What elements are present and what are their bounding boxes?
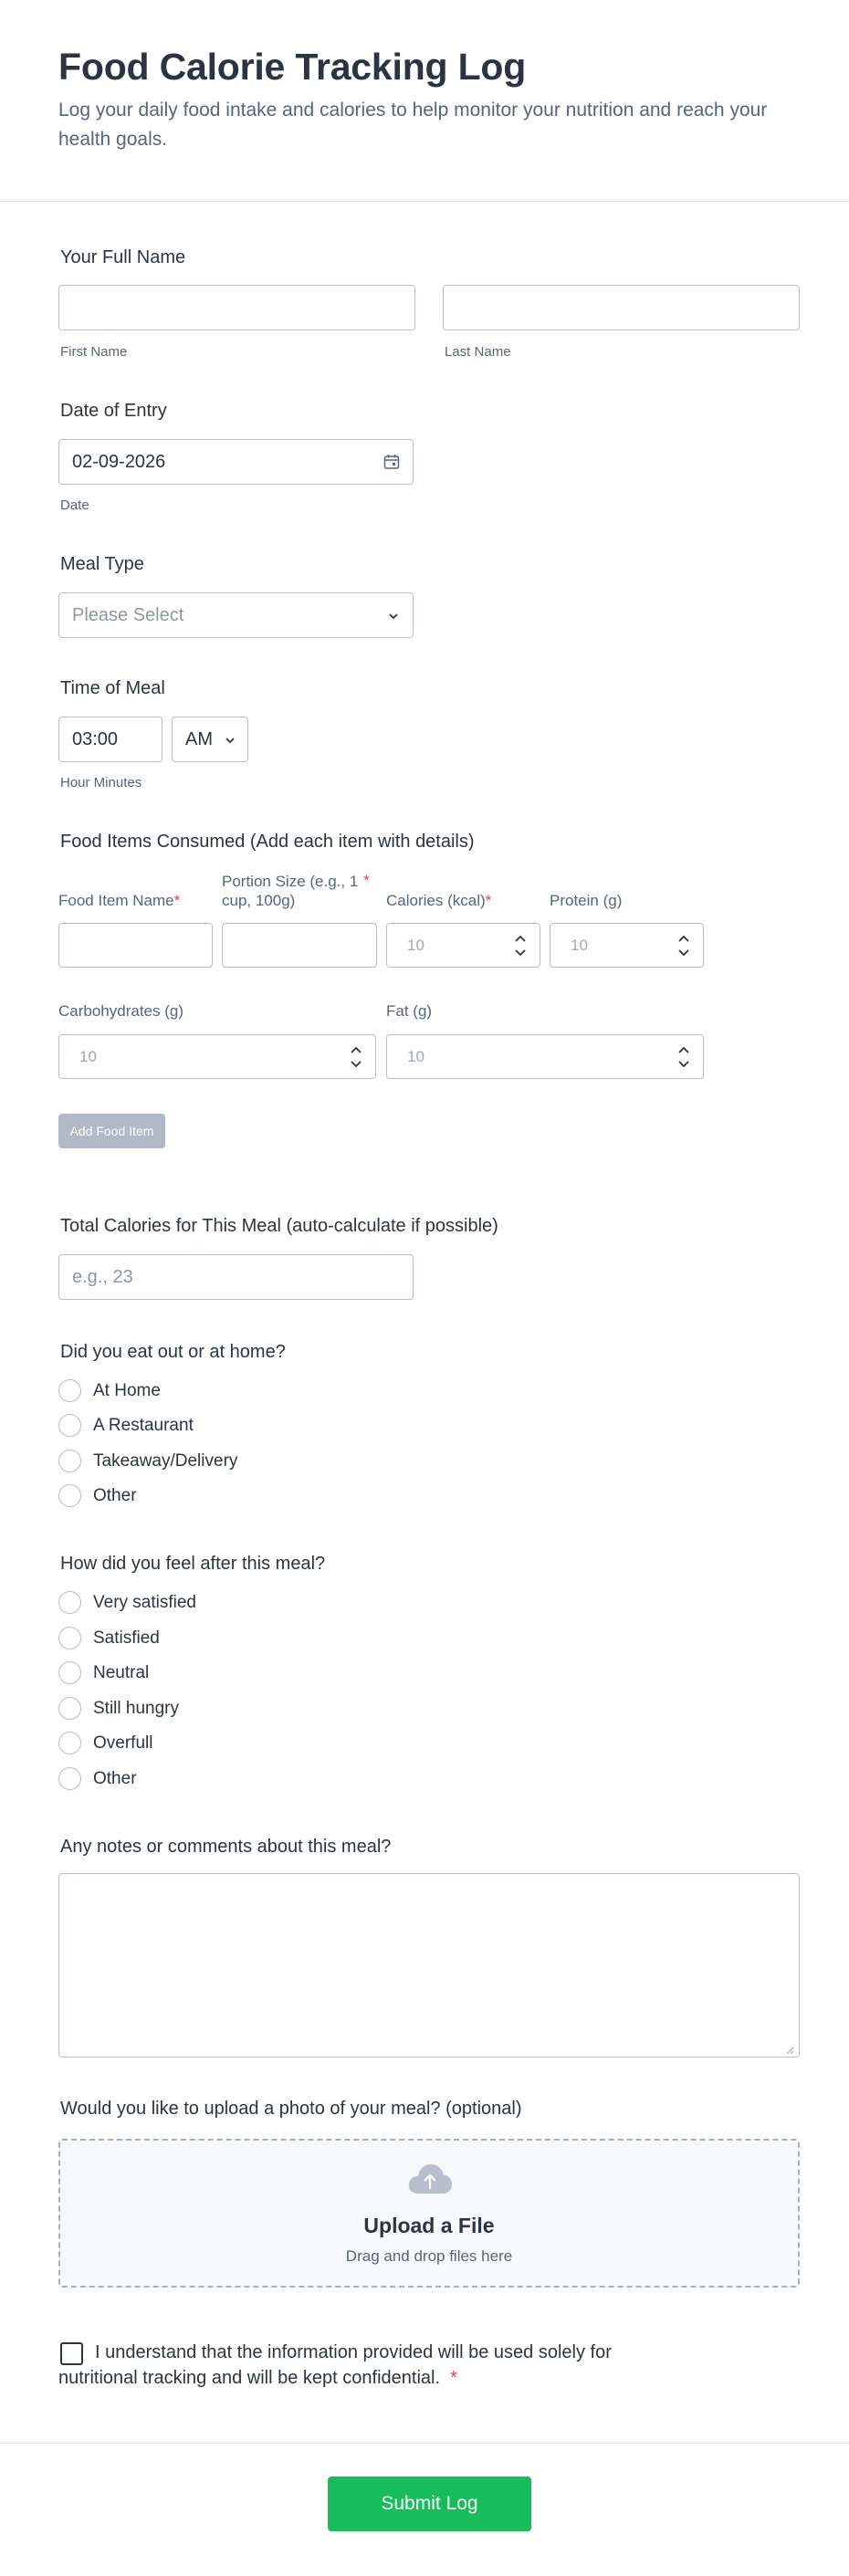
radio-option-very-satisfied[interactable]: Very satisfied: [58, 1591, 196, 1614]
radio-button[interactable]: [58, 1732, 81, 1754]
add-food-item-button[interactable]: Add Food Item: [58, 1114, 165, 1148]
spinner-icon[interactable]: [677, 1044, 690, 1070]
notes-label: Any notes or comments about this meal?: [60, 1837, 392, 1857]
protein-input[interactable]: [550, 923, 704, 968]
meal-type-select[interactable]: [58, 592, 414, 638]
portion-input[interactable]: [222, 923, 377, 968]
last-name-input[interactable]: [443, 285, 800, 330]
spinner-icon[interactable]: [677, 933, 690, 958]
spinner-icon[interactable]: [350, 1044, 362, 1070]
eat-location-label: Did you eat out or at home?: [60, 1342, 286, 1362]
radio-option-neutral[interactable]: Neutral: [58, 1661, 149, 1684]
spinner-icon[interactable]: [514, 933, 527, 958]
submit-button[interactable]: Submit Log: [328, 2477, 531, 2531]
radio-option-other[interactable]: Other: [58, 1484, 137, 1507]
feeling-label: How did you feel after this meal?: [60, 1554, 326, 1574]
page-title: Food Calorie Tracking Log: [58, 46, 527, 88]
calendar-icon[interactable]: [383, 454, 400, 475]
first-name-sublabel: First Name: [60, 344, 128, 360]
total-calories-placeholder: e.g., 23: [72, 1266, 133, 1287]
chevron-down-icon: [387, 610, 400, 627]
chevron-down-icon: [224, 734, 236, 751]
radio-button[interactable]: [58, 1414, 81, 1437]
time-value: 03:00: [72, 728, 119, 749]
carbs-column-label: Carbohydrates (g): [58, 1002, 184, 1020]
radio-button[interactable]: [58, 1450, 81, 1472]
page-subtitle: Log your daily food intake and calories to help monitor your nutrition and reach your health goals.: [58, 99, 768, 150]
date-input[interactable]: [58, 439, 414, 485]
radio-option-at-home[interactable]: At Home: [58, 1379, 161, 1402]
carbs-input[interactable]: [58, 1034, 376, 1079]
food-items-label: Food Items Consumed (Add each item with details): [60, 832, 475, 852]
meal-type-placeholder: Please Select: [72, 604, 184, 625]
last-name-sublabel: Last Name: [445, 344, 511, 360]
radio-button[interactable]: [58, 1484, 81, 1507]
time-label: Time of Meal: [60, 678, 165, 698]
time-input[interactable]: [58, 717, 162, 762]
radio-option-takeaway[interactable]: Takeaway/Delivery: [58, 1450, 237, 1472]
food-name-column-label: Food Item Name*: [58, 892, 181, 909]
ampm-select[interactable]: [172, 717, 248, 762]
date-label: Date of Entry: [60, 401, 167, 421]
file-upload-dropzone[interactable]: [58, 2139, 800, 2288]
radio-button[interactable]: [58, 1697, 81, 1720]
radio-button[interactable]: [58, 1627, 81, 1649]
radio-button[interactable]: [58, 1379, 81, 1402]
portion-required-mark: *: [363, 872, 370, 889]
upload-label: Would you like to upload a photo of your meal? (optional): [60, 2099, 522, 2119]
radio-button[interactable]: [58, 1661, 81, 1684]
first-name-input[interactable]: [58, 285, 415, 330]
ampm-value: AM: [185, 728, 213, 749]
notes-textarea[interactable]: [58, 1873, 800, 2058]
fat-placeholder: 10: [407, 1047, 424, 1065]
calories-placeholder: 10: [407, 936, 424, 954]
date-sublabel: Date: [60, 497, 89, 513]
resize-handle-icon[interactable]: [785, 2043, 794, 2052]
fat-input[interactable]: [386, 1034, 704, 1079]
total-calories-label: Total Calories for This Meal (auto-calculate if possible): [60, 1216, 498, 1236]
upload-subtitle: Drag and drop files here: [345, 2247, 513, 2265]
date-value: 02-09-2026: [72, 451, 166, 472]
calories-input[interactable]: [386, 923, 540, 968]
food-name-input[interactable]: [58, 923, 213, 968]
radio-option-still-hungry[interactable]: Still hungry: [58, 1697, 179, 1720]
full-name-label: Your Full Name: [60, 247, 186, 267]
cloud-upload-icon: [407, 2162, 453, 2200]
carbs-placeholder: 10: [79, 1047, 97, 1065]
radio-button[interactable]: [58, 1591, 81, 1614]
protein-column-label: Protein (g): [550, 892, 623, 909]
upload-title: Upload a File: [363, 2214, 495, 2237]
radio-option-other-feeling[interactable]: Other: [58, 1767, 137, 1790]
form-header: [0, 0, 849, 202]
meal-type-label: Meal Type: [60, 554, 144, 574]
radio-option-satisfied[interactable]: Satisfied: [58, 1627, 160, 1649]
total-calories-input[interactable]: [58, 1254, 414, 1300]
radio-option-restaurant[interactable]: A Restaurant: [58, 1414, 194, 1437]
portion-column-label: Portion Size (e.g., 1 cup, 100g): [222, 873, 359, 909]
time-sublabel: Hour Minutes: [60, 775, 142, 791]
radio-option-overfull[interactable]: Overfull: [58, 1732, 152, 1754]
radio-button[interactable]: [58, 1767, 81, 1790]
fat-column-label: Fat (g): [386, 1002, 433, 1020]
consent-text: I understand that the information provided will be used solely for nutritional tracking and will be kept confidential. *: [58, 2342, 612, 2388]
calories-column-label: Calories (kcal)*: [386, 892, 492, 909]
protein-placeholder: 10: [571, 936, 588, 954]
